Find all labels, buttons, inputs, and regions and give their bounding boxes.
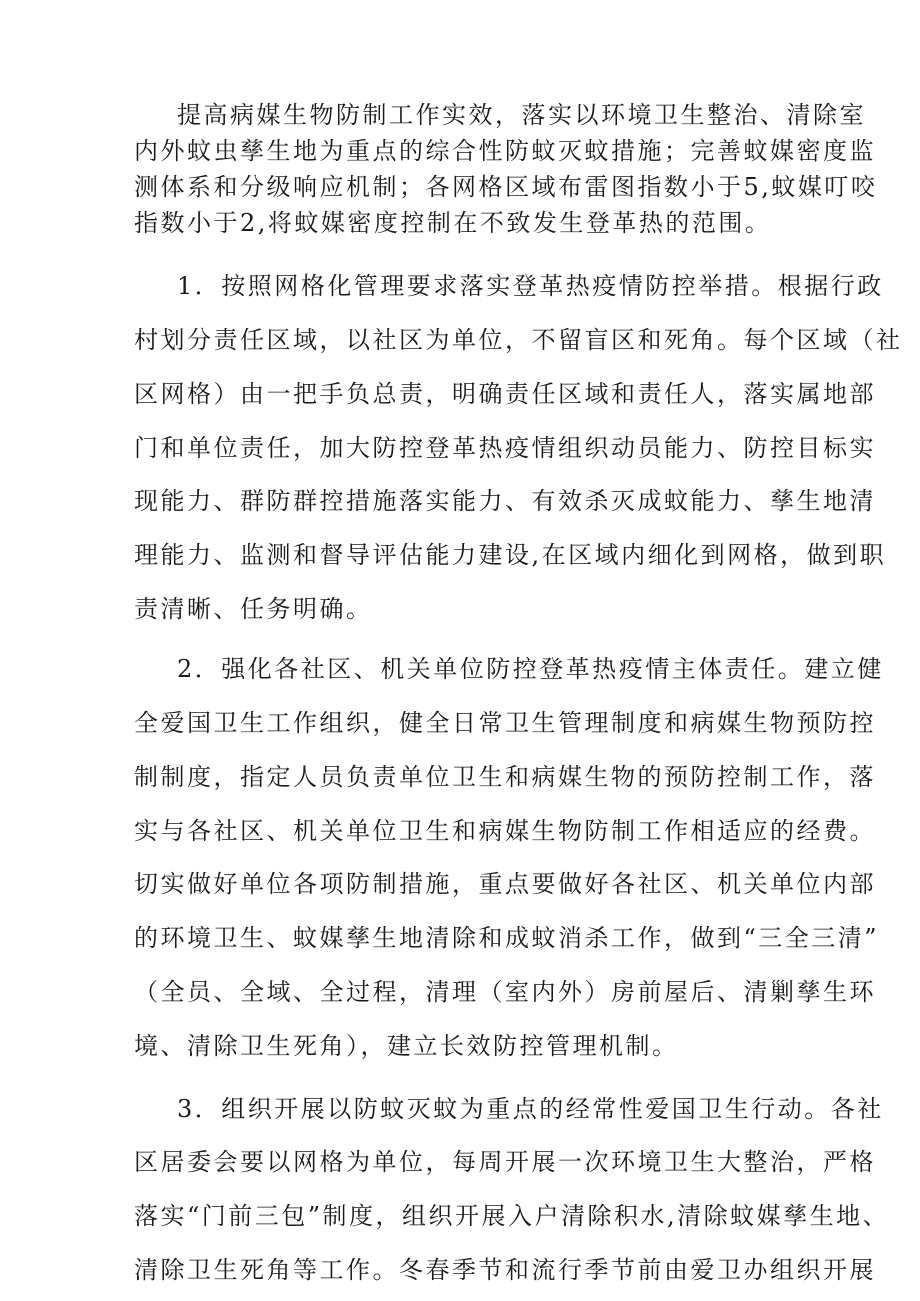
paragraph-3-line-2: 全爱国卫生工作组织，健全日常卫生管理制度和病媒生物预防控 [134,708,876,737]
paragraph-2-line-3: 区网格）由一把手负总责，明确责任区域和责任人，落实属地部 [134,379,876,408]
paragraph-2-line-2: 村划分责任区域，以社区为单位，不留盲区和死角。每个区域（社 [134,326,903,355]
paragraph-2-line-7: 责清晰、任务明确。 [134,595,373,624]
paragraph-3-line-4: 实与各社区、机关单位卫生和病媒生物防制工作相适应的经费。 [134,816,876,845]
paragraph-1-line-4: 指数小于2,将蚊媒密度控制在不致发生登革热的范围。 [134,208,772,237]
paragraph-1-line-1: 提高病媒生物防制工作实效，落实以环境卫生整治、清除室 [177,101,866,129]
paragraph-4-line-1: 3．组织开展以防蚊灭蚊为重点的经常性爱国卫生行动。各社 [177,1094,884,1123]
paragraph-1-line-2: 内外蚊虫孳生地为重点的综合性防蚊灭蚊措施；完善蚊媒密度监 [134,136,876,165]
paragraph-4-line-3: 落实“门前三包”制度，组织开展入户清除积水,清除蚊媒孳生地、 [134,1202,890,1231]
paragraph-1-line-3: 测体系和分级响应机制；各网格区域布雷图指数小于5,蚊媒叮咬 [134,172,878,201]
paragraph-2-line-6: 理能力、监测和督导评估能力建设,在区域内细化到网格，做到职 [134,541,887,570]
paragraph-3-line-6: 的环境卫生、蚊媒孳生地清除和成蚊消杀工作，做到“三全三清” [134,924,880,953]
paragraph-4-line-2: 区居委会要以网格为单位，每周开展一次环境卫生大整治，严格 [134,1148,876,1177]
paragraph-3-line-5: 切实做好单位各项防制措施，重点要做好各社区、机关单位内部 [134,870,876,899]
paragraph-4-line-4: 清除卫生死角等工作。冬春季节和流行季节前由爱卫办组织开展 [134,1256,876,1284]
paragraph-3-line-8: 境、清除卫生死角），建立长效防控管理机制。 [134,1031,679,1060]
paragraph-3-line-1: 2．强化各社区、机关单位防控登革热疫情主体责任。建立健 [177,655,884,684]
paragraph-2-line-4: 门和单位责任，加大防控登革热疫情组织动员能力、防控目标实 [134,433,876,462]
paragraph-3-line-3: 制制度，指定人员负责单位卫生和病媒生物的预防控制工作，落 [134,762,876,791]
paragraph-2-line-1: 1．按照网格化管理要求落实登革热疫情防控举措。根据行政 [177,272,884,301]
paragraph-2-line-5: 现能力、群防群控措施落实能力、有效杀灭成蚊能力、孳生地清 [134,487,876,516]
paragraph-3-line-7: （全员、全域、全过程，清理（室内外）房前屋后、清剿孳生环 [134,978,876,1006]
